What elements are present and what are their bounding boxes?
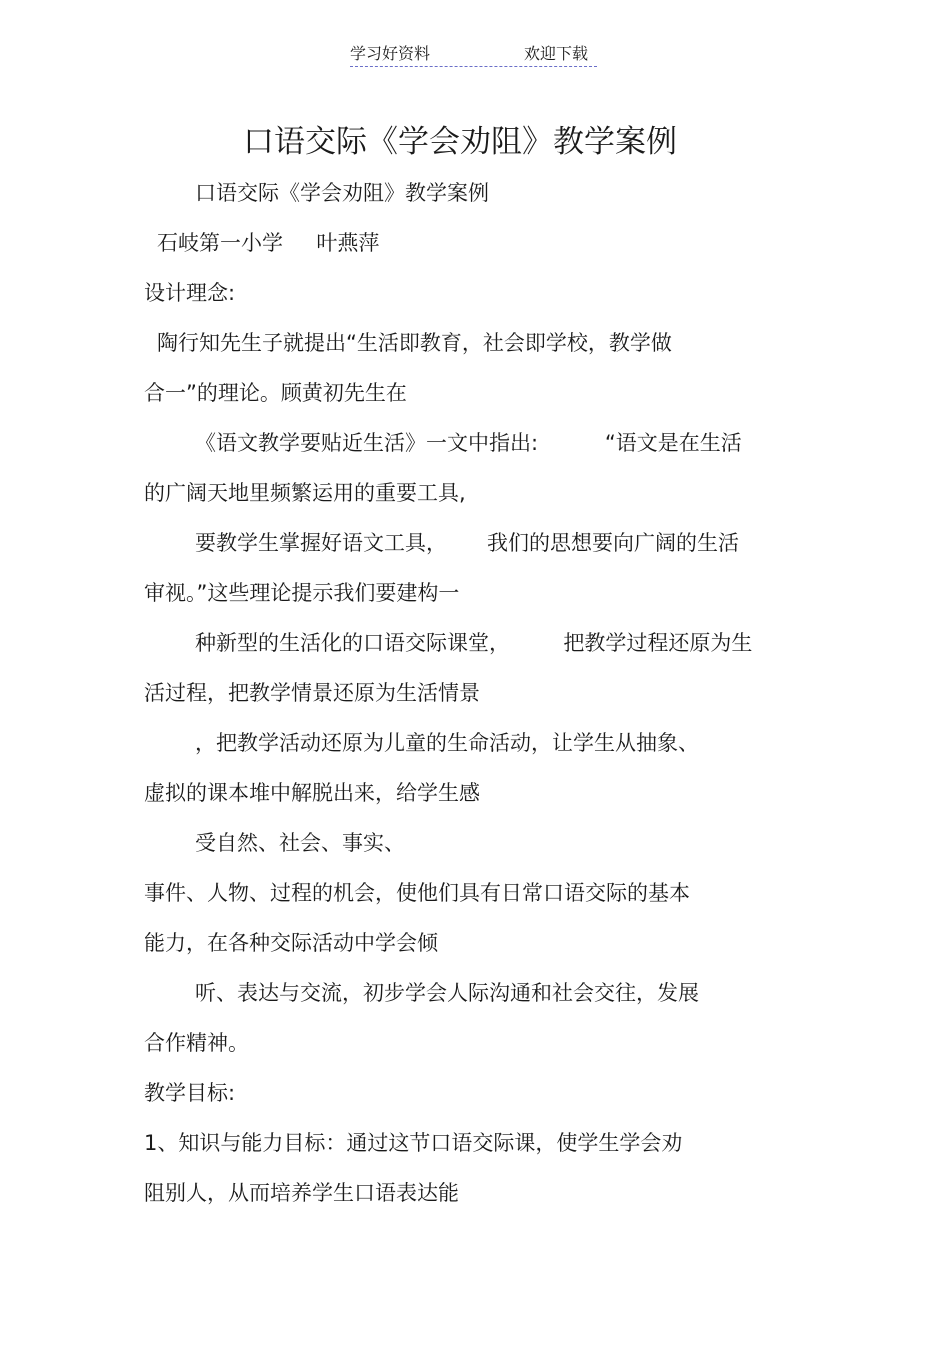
page-header [350, 40, 597, 67]
body-line: 受自然、社会、事实、 [195, 831, 405, 855]
body-line: ，把教学活动还原为儿童的生命活动，让学生从抽象、 [195, 731, 699, 755]
body-line: 的广阔天地里频繁运用的重要工具, [144, 481, 466, 505]
body-line: 合作精神。 [144, 1031, 249, 1055]
body-line: 种新型的生活化的口语交际课堂， 把教学过程还原为生 [195, 631, 753, 655]
subtitle-line: 口语交际《学会劝阻》教学案例 [195, 181, 489, 205]
body-line: 虚拟的课本堆中解脱出来，给学生感 [144, 781, 480, 805]
author-line: 石岐第一小学 叶燕萍 [157, 231, 380, 255]
body-line: 合一”的理论。顾黄初先生在 [144, 381, 407, 405]
body-line: 《语文教学要贴近生活》一文中指出: “语文是在生活 [195, 431, 742, 455]
body-line: 审视。”这些理论提示我们要建构一 [144, 581, 460, 605]
body-line: 陶行知先生子就提出“生活即教育，社会即学校，教学做 [157, 331, 672, 355]
section-heading-design: 设计理念: [144, 281, 236, 305]
body-line: 能力，在各种交际活动中学会倾 [144, 931, 438, 955]
body-line: 活过程，把教学情景还原为生活情景 [144, 681, 480, 705]
body-line: 阻别人，从而培养学生口语表达能 [144, 1181, 459, 1205]
body-line: 要教学生掌握好语文工具， 我们的思想要向广阔的生活 [195, 531, 740, 555]
header-right-text: 欢迎下载 [524, 44, 589, 63]
header-left-text: 学习好资料 [350, 44, 431, 63]
body-line: 1、知识与能力目标：通过这节口语交际课，使学生学会劝 [144, 1131, 683, 1155]
body-line: 听、表达与交流，初步学会人际沟通和社会交往，发展 [195, 981, 699, 1005]
document-title: 口语交际《学会劝阻》教学案例 [243, 124, 677, 160]
body-line: 事件、人物、过程的机会，使他们具有日常口语交际的基本 [144, 881, 690, 905]
section-heading-goals: 教学目标: [144, 1081, 236, 1105]
